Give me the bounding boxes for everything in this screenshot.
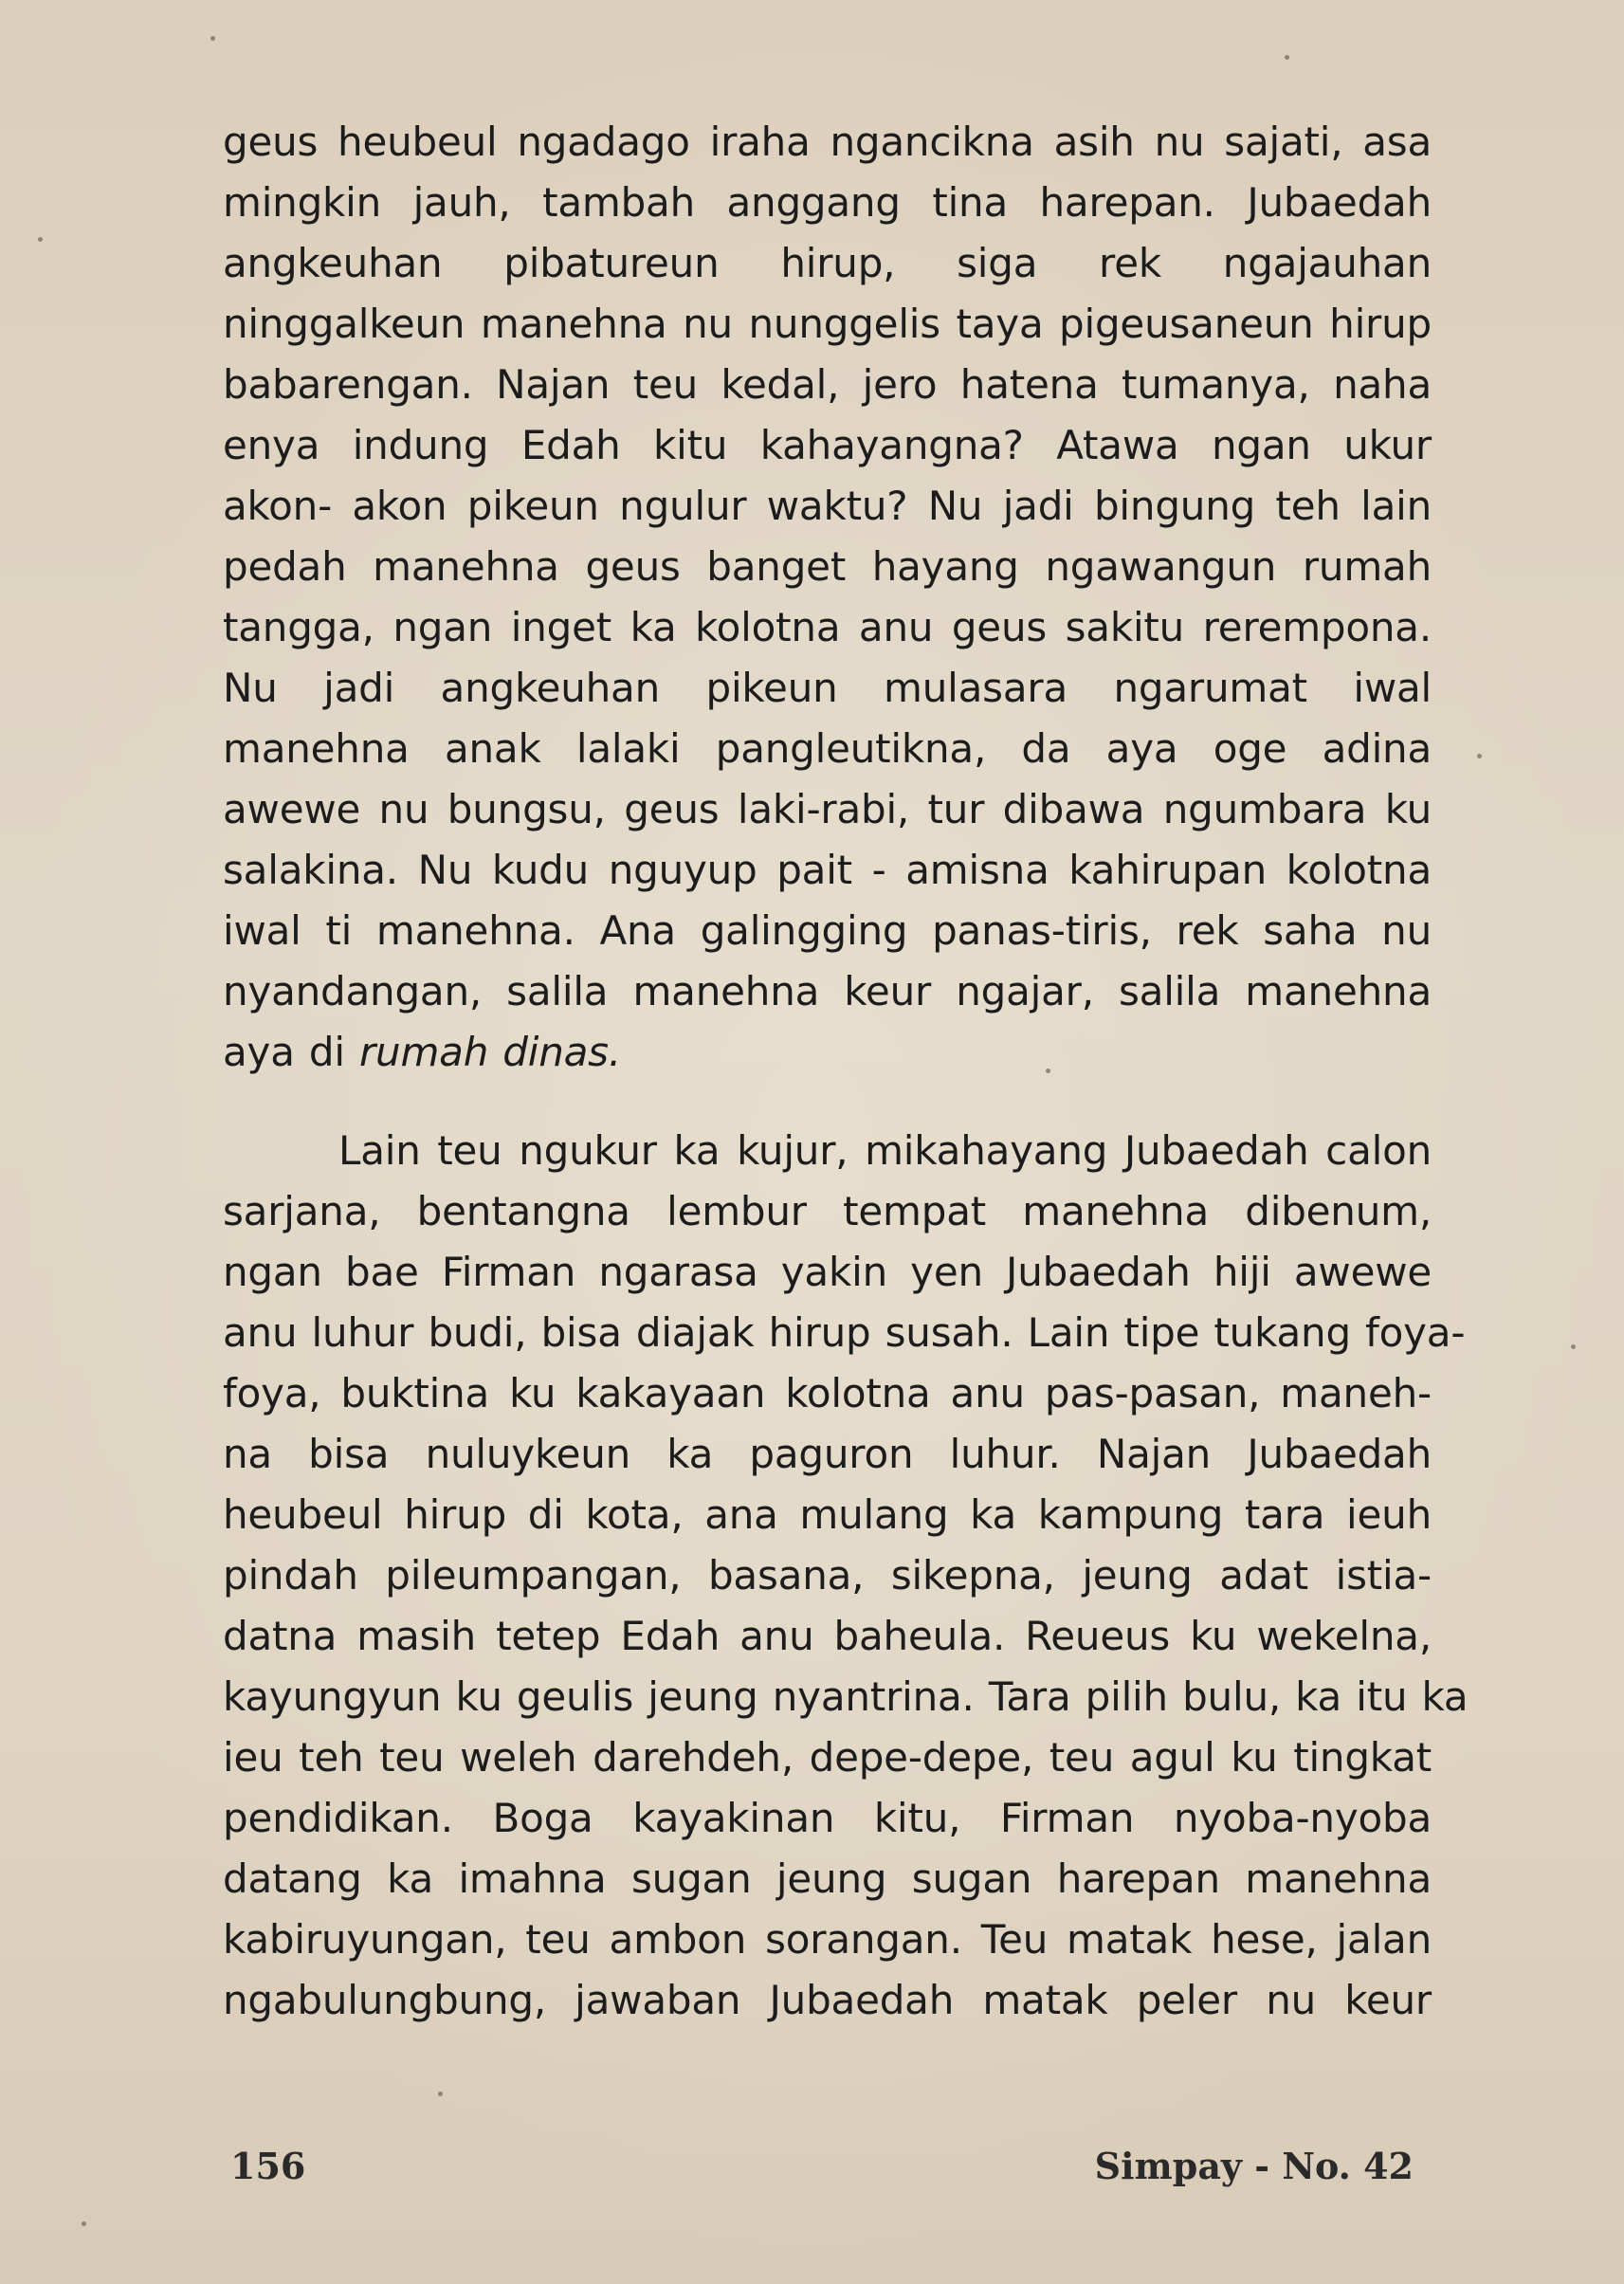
text-line: babarengan. Najan teu kedal, jero hatena tumanya, naha bbox=[223, 361, 1432, 408]
text-line: geus heubeul ngadago iraha ngancikna asih nu sajati, asa bbox=[223, 119, 1432, 165]
paper-speck bbox=[82, 2221, 86, 2226]
paper-speck bbox=[1477, 754, 1482, 758]
text-line: ngan bae Firman ngarasa yakin yen Jubaedah hiji awewe bbox=[223, 1249, 1432, 1295]
paper-speck bbox=[38, 237, 43, 242]
text-line: enya indung Edah kitu kahayangna? Atawa ngan ukur bbox=[223, 422, 1432, 468]
text-line: sarjana, bentangna lembur tempat manehna dibenum, bbox=[223, 1188, 1432, 1234]
text-line: datang ka imahna sugan jeung sugan harepan manehna bbox=[223, 1855, 1432, 1902]
italic-term: rumah dinas. bbox=[358, 1029, 621, 1075]
text-line: na bisa nuluykeun ka paguron luhur. Najan Jubaedah bbox=[223, 1431, 1432, 1477]
text-line: ninggalkeun manehna nu nunggelis taya pigeusaneun hirup bbox=[223, 301, 1432, 347]
paragraph-2 bbox=[223, 1121, 1469, 2031]
text-line: Nu jadi angkeuhan pikeun mulasara ngarumat iwal bbox=[223, 665, 1432, 711]
article-body bbox=[223, 112, 1469, 2031]
magazine-issue: Simpay - No. 42 bbox=[1094, 2145, 1414, 2187]
text-line: pedah manehna geus banget hayang ngawangun rumah bbox=[223, 543, 1432, 590]
paper-speck bbox=[438, 2092, 443, 2096]
text-line: kabiruyungan, teu ambon sorangan. Teu matak hese, jalan bbox=[223, 1916, 1432, 1963]
text-line: iwal ti manehna. Ana galingging panas-tiris, rek saha nu bbox=[223, 907, 1432, 954]
text-segment: aya di bbox=[223, 1029, 359, 1075]
text-line: ngabulungbung, jawaban Jubaedah matak peler nu keur bbox=[223, 1977, 1432, 2023]
text-line: Lain teu ngukur ka kujur, mikahayang Jubaedah calon bbox=[338, 1127, 1432, 1174]
text-line: datna masih tetep Edah anu baheula. Reueus ku wekelna, bbox=[223, 1613, 1432, 1659]
text-line: heubeul hirup di kota, ana mulang ka kampung tara ieuh bbox=[223, 1491, 1432, 1538]
text-line: kayungyun ku geulis jeung nyantrina. Tara pilih bulu, ka itu ka bbox=[223, 1673, 1469, 1720]
text-line: manehna anak lalaki pangleutikna, da aya oge adina bbox=[223, 725, 1432, 772]
paper-speck bbox=[1571, 1344, 1576, 1349]
text-line-last bbox=[223, 1022, 1432, 1083]
text-line: mingkin jauh, tambah anggang tina harepan. Jubaedah bbox=[223, 179, 1432, 226]
text-line: foya, buktina ku kakayaan kolotna anu pas-pasan, maneh- bbox=[223, 1370, 1432, 1416]
text-line: nyandangan, salila manehna keur ngajar, salila manehna bbox=[223, 968, 1432, 1014]
text-line: tangga, ngan inget ka kolotna anu geus sakitu rerempona. bbox=[223, 604, 1432, 650]
text-line: akon- akon pikeun ngulur waktu? Nu jadi bingung teh lain bbox=[223, 483, 1432, 529]
text-line: ieu teh teu weleh darehdeh, depe-depe, teu agul ku tingkat bbox=[223, 1734, 1432, 1781]
paper-speck bbox=[1285, 55, 1289, 60]
page-number: 156 bbox=[230, 2145, 306, 2187]
paragraph-1 bbox=[223, 112, 1432, 1083]
text-line: pindah pileumpangan, basana, sikepna, jeung adat istia- bbox=[223, 1552, 1432, 1599]
paper-speck bbox=[210, 36, 215, 41]
text-line: salakina. Nu kudu nguyup pait - amisna kahirupan kolotna bbox=[223, 847, 1432, 893]
paper-speck bbox=[1046, 1069, 1050, 1073]
text-line: pendidikan. Boga kayakinan kitu, Firman nyoba-nyoba bbox=[223, 1795, 1432, 1841]
text-line: angkeuhan pibatureun hirup, siga rek ngajauhan bbox=[223, 240, 1432, 286]
text-line: anu luhur budi, bisa diajak hirup susah. Lain tipe tukang foya- bbox=[223, 1309, 1466, 1356]
text-line: awewe nu bungsu, geus laki-rabi, tur dibawa ngumbara ku bbox=[223, 786, 1432, 832]
